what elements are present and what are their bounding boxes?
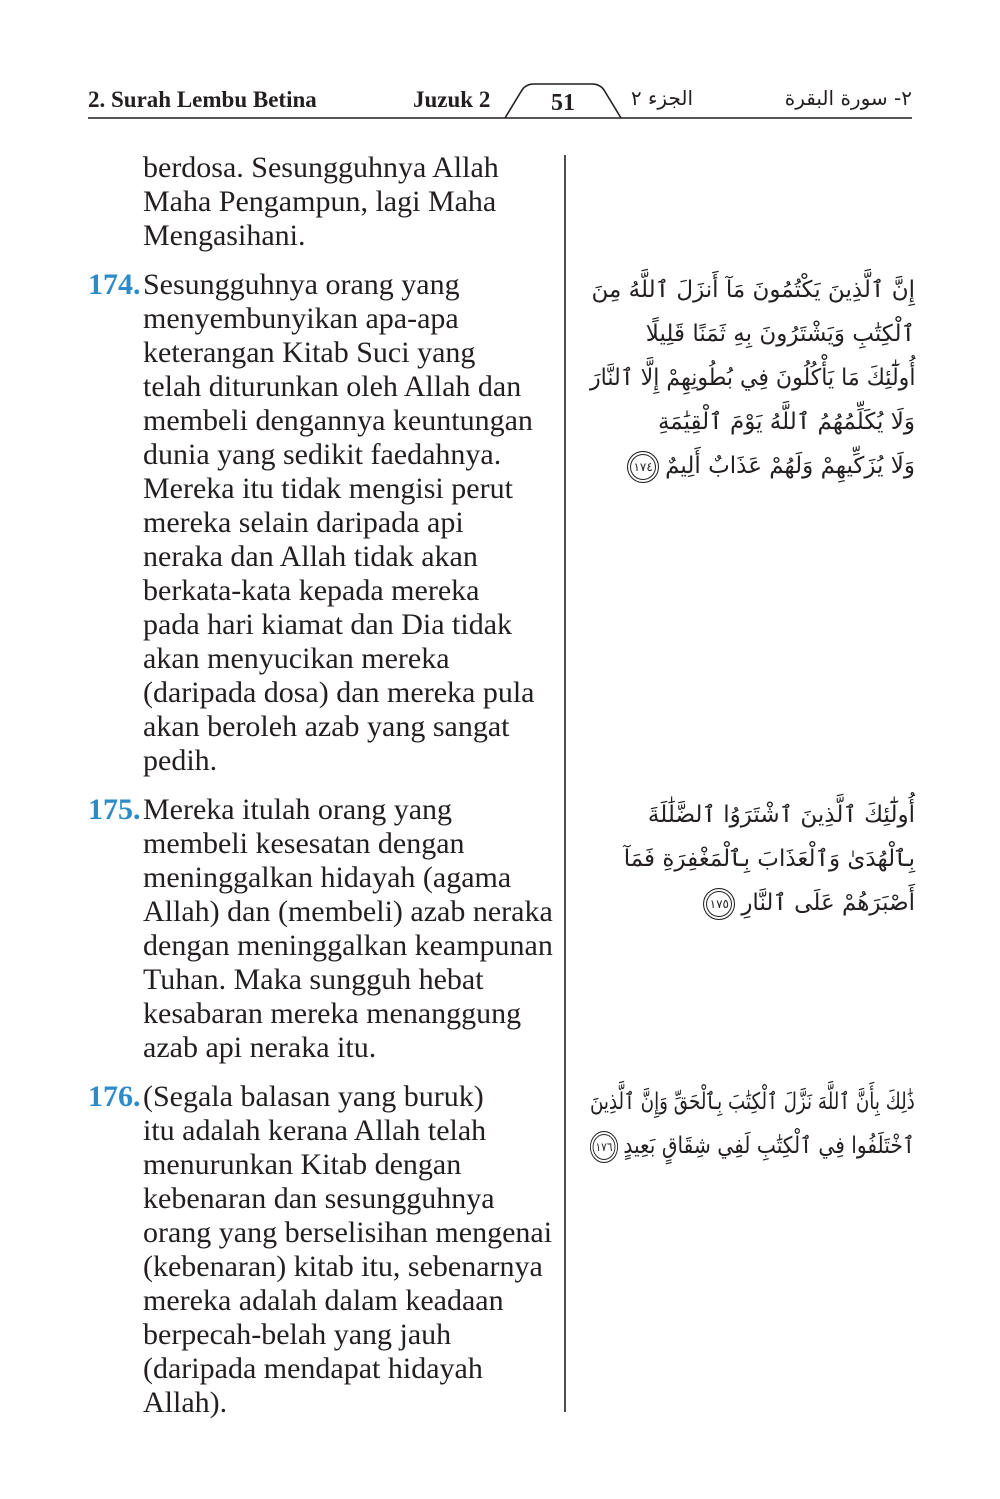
translation-line: pedih. (143, 744, 218, 777)
arabic-line (590, 1124, 915, 1168)
translation-line: pada hari kiamat dan Dia tidak (143, 608, 513, 641)
translation-line: orang yang berselisihan mengenai (143, 1216, 553, 1249)
header-juz-label: Juzuk 2 (413, 87, 491, 112)
translation-line: Allah). (143, 1386, 228, 1419)
translation-line: menyembunyikan apa-apa (143, 302, 459, 335)
arabic-text: ذَٰلِكَ بِأَنَّ ٱللَّهَ نَزَّلَ ٱلْكِتَٰبَ بِٱلْحَقِّ وَإِنَّ ٱلَّذِينَ (590, 1089, 915, 1115)
arabic-text: أُولَٰٓئِكَ ٱلَّذِينَ ٱشْتَرَوُا ٱلضَّلَٰلَةَ (647, 802, 915, 828)
translation-column (88, 151, 563, 1435)
translation-line: dunia yang sedikit faedahnya. (143, 438, 502, 471)
arabic-text: وَلَا يُكَلِّمُهُمُ ٱللَّهُ يَوْمَ ٱلْقِيَٰمَةِ (657, 409, 915, 435)
ayah-marker: ١٧٤ (627, 451, 659, 483)
translation-line: azab api neraka itu. (143, 1031, 377, 1064)
translation-line: dengan meninggalkan keampunan (143, 929, 553, 962)
translation-line: kebenaran dan sesungguhnya (143, 1182, 495, 1215)
arabic-text: ٱخْتَلَفُوا فِي ٱلْكِتَٰبِ لَفِي شِقَاقٍ بَعِيدٍ (623, 1133, 915, 1159)
verse-number: 174. (88, 268, 141, 301)
arabic-text: ٱلْكِتَٰبِ وَيَشْتَرُونَ بِهِ ثَمَنًا قَلِيلًا (645, 321, 915, 347)
header-juz-arabic: الجزء ٢ (630, 86, 693, 110)
translation-line: Mereka itulah orang yang (143, 793, 453, 826)
translation-line: kesabaran mereka menanggung (143, 997, 522, 1030)
translation-line: (daripada mendapat hidayah (143, 1352, 483, 1385)
arabic-line (590, 793, 915, 837)
translation-line: menurunkan Kitab dengan (143, 1148, 462, 1181)
translation-verse-174 (88, 268, 563, 778)
translation-line: Sesungguhnya orang yang (143, 268, 460, 301)
translation-line: berpecah-belah yang jauh (143, 1318, 452, 1351)
arabic-line (590, 1080, 915, 1124)
arabic-verse-174 (590, 268, 915, 488)
translation-line: Mereka itu tidak mengisi perut (143, 472, 513, 505)
translation-verse-176 (88, 1080, 563, 1420)
arabic-line (590, 268, 915, 312)
arabic-line (590, 837, 915, 881)
ayah-marker: ١٧٥ (703, 888, 735, 920)
translation-line: keterangan Kitab Suci yang (143, 336, 476, 369)
arabic-text: وَلَا يُزَكِّيهِمْ وَلَهُمْ عَذَابٌ أَلِيمٌ (665, 453, 915, 479)
translation-line: akan menyucikan mereka (143, 642, 450, 675)
page-number: 51 (551, 90, 575, 116)
translation-line: mereka selain daripada api (143, 506, 464, 539)
translation-line: membeli dengannya keuntungan (143, 404, 533, 437)
arabic-text: أَصْبَرَهُمْ عَلَى ٱلنَّارِ (741, 890, 915, 916)
arabic-text: بِٱلْهُدَىٰ وَٱلْعَذَابَ بِٱلْمَغْفِرَةِ فَمَآ (623, 846, 915, 872)
translation-line: meninggalkan hidayah (agama (143, 861, 512, 894)
translation-line: akan beroleh azab yang sangat (143, 710, 510, 743)
arabic-text: إِنَّ ٱلَّذِينَ يَكْتُمُونَ مَآ أَنزَلَ ٱللَّهُ مِنَ (591, 277, 915, 303)
verse-number: 176. (88, 1080, 141, 1113)
translation-line: itu adalah kerana Allah telah (143, 1114, 487, 1147)
translation-line: Mengasihani. (143, 219, 306, 252)
translation-line: berkata-kata kepada mereka (143, 574, 480, 607)
translation-line: (Segala balasan yang buruk) (143, 1080, 484, 1113)
arabic-line (590, 444, 915, 488)
translation-line: telah diturunkan oleh Allah dan (143, 370, 522, 403)
translation-line: neraka dan Allah tidak akan (143, 540, 478, 573)
verse-number: 175. (88, 793, 141, 826)
ayah-marker: ١٧٦ (590, 1131, 618, 1163)
translation-line: Maha Pengampun, lagi Maha (143, 185, 497, 218)
translation-line: (kebenaran) kitab itu, sebenarnya (143, 1250, 543, 1283)
translation-line: (daripada dosa) dan mereka pula (143, 676, 535, 709)
arabic-verse-176 (590, 1080, 915, 1168)
arabic-line (590, 312, 915, 356)
arabic-line (590, 356, 915, 400)
arabic-verse-175 (590, 793, 915, 925)
translation-line: Tuhan. Maka sungguh hebat (143, 963, 484, 996)
header-surah-title: 2. Surah Lembu Betina (88, 87, 317, 112)
translation-line: membeli kesesatan dengan (143, 827, 465, 860)
translation-verse-175 (88, 793, 563, 1065)
arabic-line (590, 400, 915, 444)
translation-line: berdosa. Sesungguhnya Allah (143, 151, 499, 184)
header-surah-arabic: ٢- سورة البقرة (784, 86, 912, 110)
translation-line: mereka adalah dalam keadaan (143, 1284, 504, 1317)
arabic-line (590, 881, 915, 925)
translation-line: Allah) dan (membeli) azab neraka (143, 895, 553, 928)
arabic-text: أُولَٰٓئِكَ مَا يَأْكُلُونَ فِي بُطُونِهِمْ إِلَّا ٱلنَّارَ (589, 365, 915, 391)
translation-continuation (88, 151, 563, 253)
